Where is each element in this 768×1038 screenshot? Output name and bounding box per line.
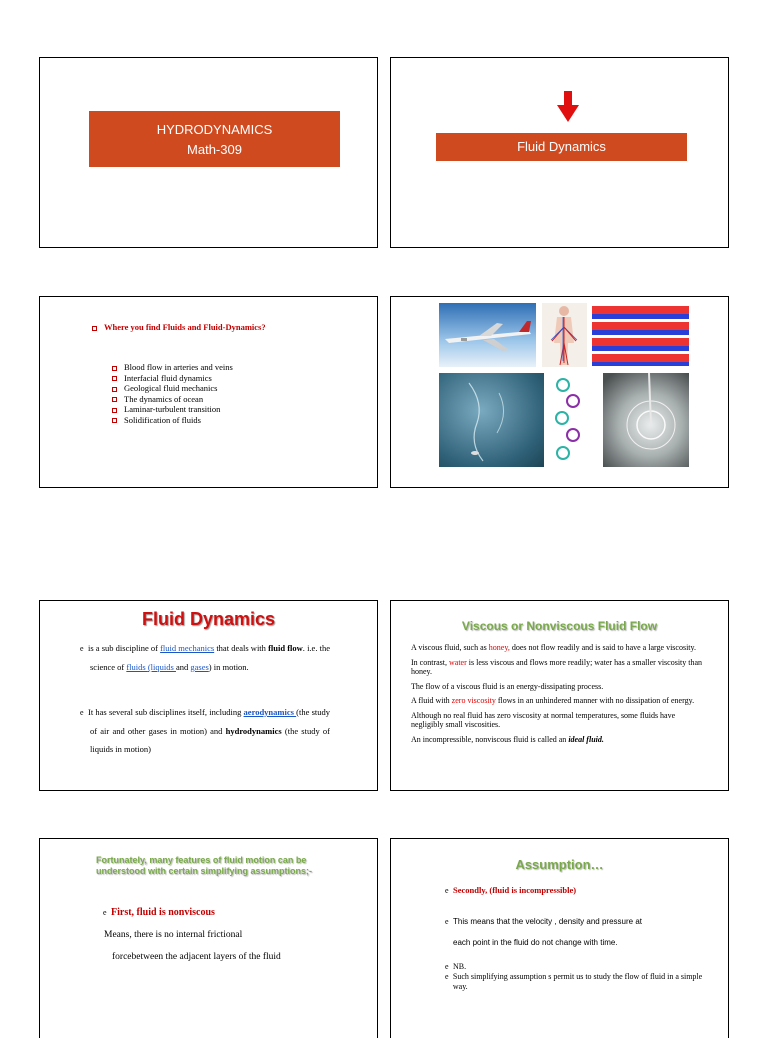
ocean-image xyxy=(439,373,544,467)
paragraph: An incompressible, nonviscous fluid is called an ideal fluid. xyxy=(411,734,604,744)
definition-paragraph: e is a sub discipline of fluid mechanics that deals with fluid flow. i.e. the science of fluids (liquids and gases) in motion. xyxy=(90,639,330,676)
subdisciplines-paragraph: e It has several sub disciplines itself, including aerodynamics (the study of air and other gases in motion) and hydrodynamics (the study of liquids in motion) xyxy=(90,703,330,758)
slide-title xyxy=(39,57,378,248)
viscosity-text xyxy=(411,643,706,749)
bullet-icon xyxy=(112,376,117,381)
force-text: forcebetween the adjacent layers of the fluid xyxy=(112,952,281,962)
bullet-icon: e xyxy=(445,886,449,895)
bullet-icon xyxy=(112,366,117,371)
paragraph: The flow of a viscous fluid is an energy-dissipating process. xyxy=(411,681,604,691)
bullet-icon: e xyxy=(445,917,449,926)
list-item: Solidification of fluids xyxy=(112,415,233,426)
fluid-examples-list xyxy=(112,362,233,425)
fluid-dynamics-banner: Fluid Dynamics xyxy=(436,133,687,161)
slide-assumption-nonviscous xyxy=(39,838,378,1038)
means-text: Means, there is no internal frictional xyxy=(104,930,243,940)
slide-heading: Fortunately, many features of fluid motion can be understood with certain simplifying assumptions;- xyxy=(96,855,313,876)
slide-where-fluids xyxy=(39,296,378,488)
assumption-point: e Secondly, (fluid is incompressible) xyxy=(445,885,577,895)
paragraph: Although no real fluid has zero viscosity at normal temperatures, some fluids have negligibly small viscosities. xyxy=(411,710,676,729)
bullet-icon xyxy=(112,418,117,423)
aerodynamics-link[interactable]: aerodynamics xyxy=(243,707,297,717)
paragraph: A viscous fluid, such as honey, does not flow readily and is said to have a large viscosity. xyxy=(411,643,696,652)
assumption-description: e This means that the velocity , density and pressure at each point in the fluid do not change with time. xyxy=(445,911,715,953)
slide-heading: Fluid Dynamics xyxy=(141,609,276,629)
down-arrow-icon xyxy=(557,91,579,123)
assumption-point: e First, fluid is nonviscous xyxy=(103,907,215,918)
drain-vortex-image xyxy=(603,373,689,467)
bullet-icon: e xyxy=(80,708,84,717)
list-item: Blood flow in arteries and veins xyxy=(112,362,233,373)
vortex-street-image xyxy=(549,373,586,467)
list-item: Laminar-turbulent transition xyxy=(112,404,233,415)
liquids-link[interactable]: (liquids xyxy=(147,662,176,672)
slide-fluid-dynamics-definition xyxy=(39,600,378,791)
slide-viscous-flow xyxy=(390,600,729,791)
bullet-icon xyxy=(112,397,117,402)
fluids-link[interactable]: fluids xyxy=(126,662,148,672)
note-block: e NB. e Such simplifying assumption s permit us to study the flow of fluid in a simple way. xyxy=(445,962,703,991)
course-code: Math-309 xyxy=(187,142,242,157)
bullet-icon xyxy=(112,387,117,392)
gases-link[interactable]: gases xyxy=(190,662,209,672)
slide-heading: Assumption… xyxy=(515,857,604,872)
airplane-image xyxy=(439,303,536,367)
list-item: Geological fluid mechanics xyxy=(112,383,233,394)
bullet-icon: e xyxy=(80,644,84,653)
paragraph: In contrast, water is less viscous and flows more readily; water has a smaller viscosity than honey. xyxy=(411,657,703,676)
bullet-icon xyxy=(112,408,117,413)
course-title: HYDRODYNAMICS xyxy=(156,122,273,137)
slide-fluid-dynamics-banner xyxy=(390,57,729,248)
circulatory-system-image xyxy=(542,303,587,367)
slide-heading: Viscous or Nonviscous Fluid Flow xyxy=(461,619,658,633)
fluid-mechanics-link[interactable]: fluid mechanics xyxy=(160,643,215,653)
bullet-icon: e xyxy=(103,908,107,917)
flow-profile-image xyxy=(592,303,689,367)
bullet-icon: e xyxy=(445,972,449,981)
question-heading: Where you find Fluids and Fluid-Dynamics? xyxy=(92,322,266,332)
bullet-icon: e xyxy=(445,962,449,971)
slide-image-collage xyxy=(390,296,729,488)
title-banner xyxy=(89,111,340,167)
list-item: Interfacial fluid dynamics xyxy=(112,373,233,384)
paragraph: A fluid with zero viscosity flows in an unhindered manner with no dissipation of energy. xyxy=(411,696,695,705)
list-item: The dynamics of ocean xyxy=(112,394,233,405)
slide-assumption-incompressible xyxy=(390,838,729,1038)
bullet-icon xyxy=(92,326,97,331)
